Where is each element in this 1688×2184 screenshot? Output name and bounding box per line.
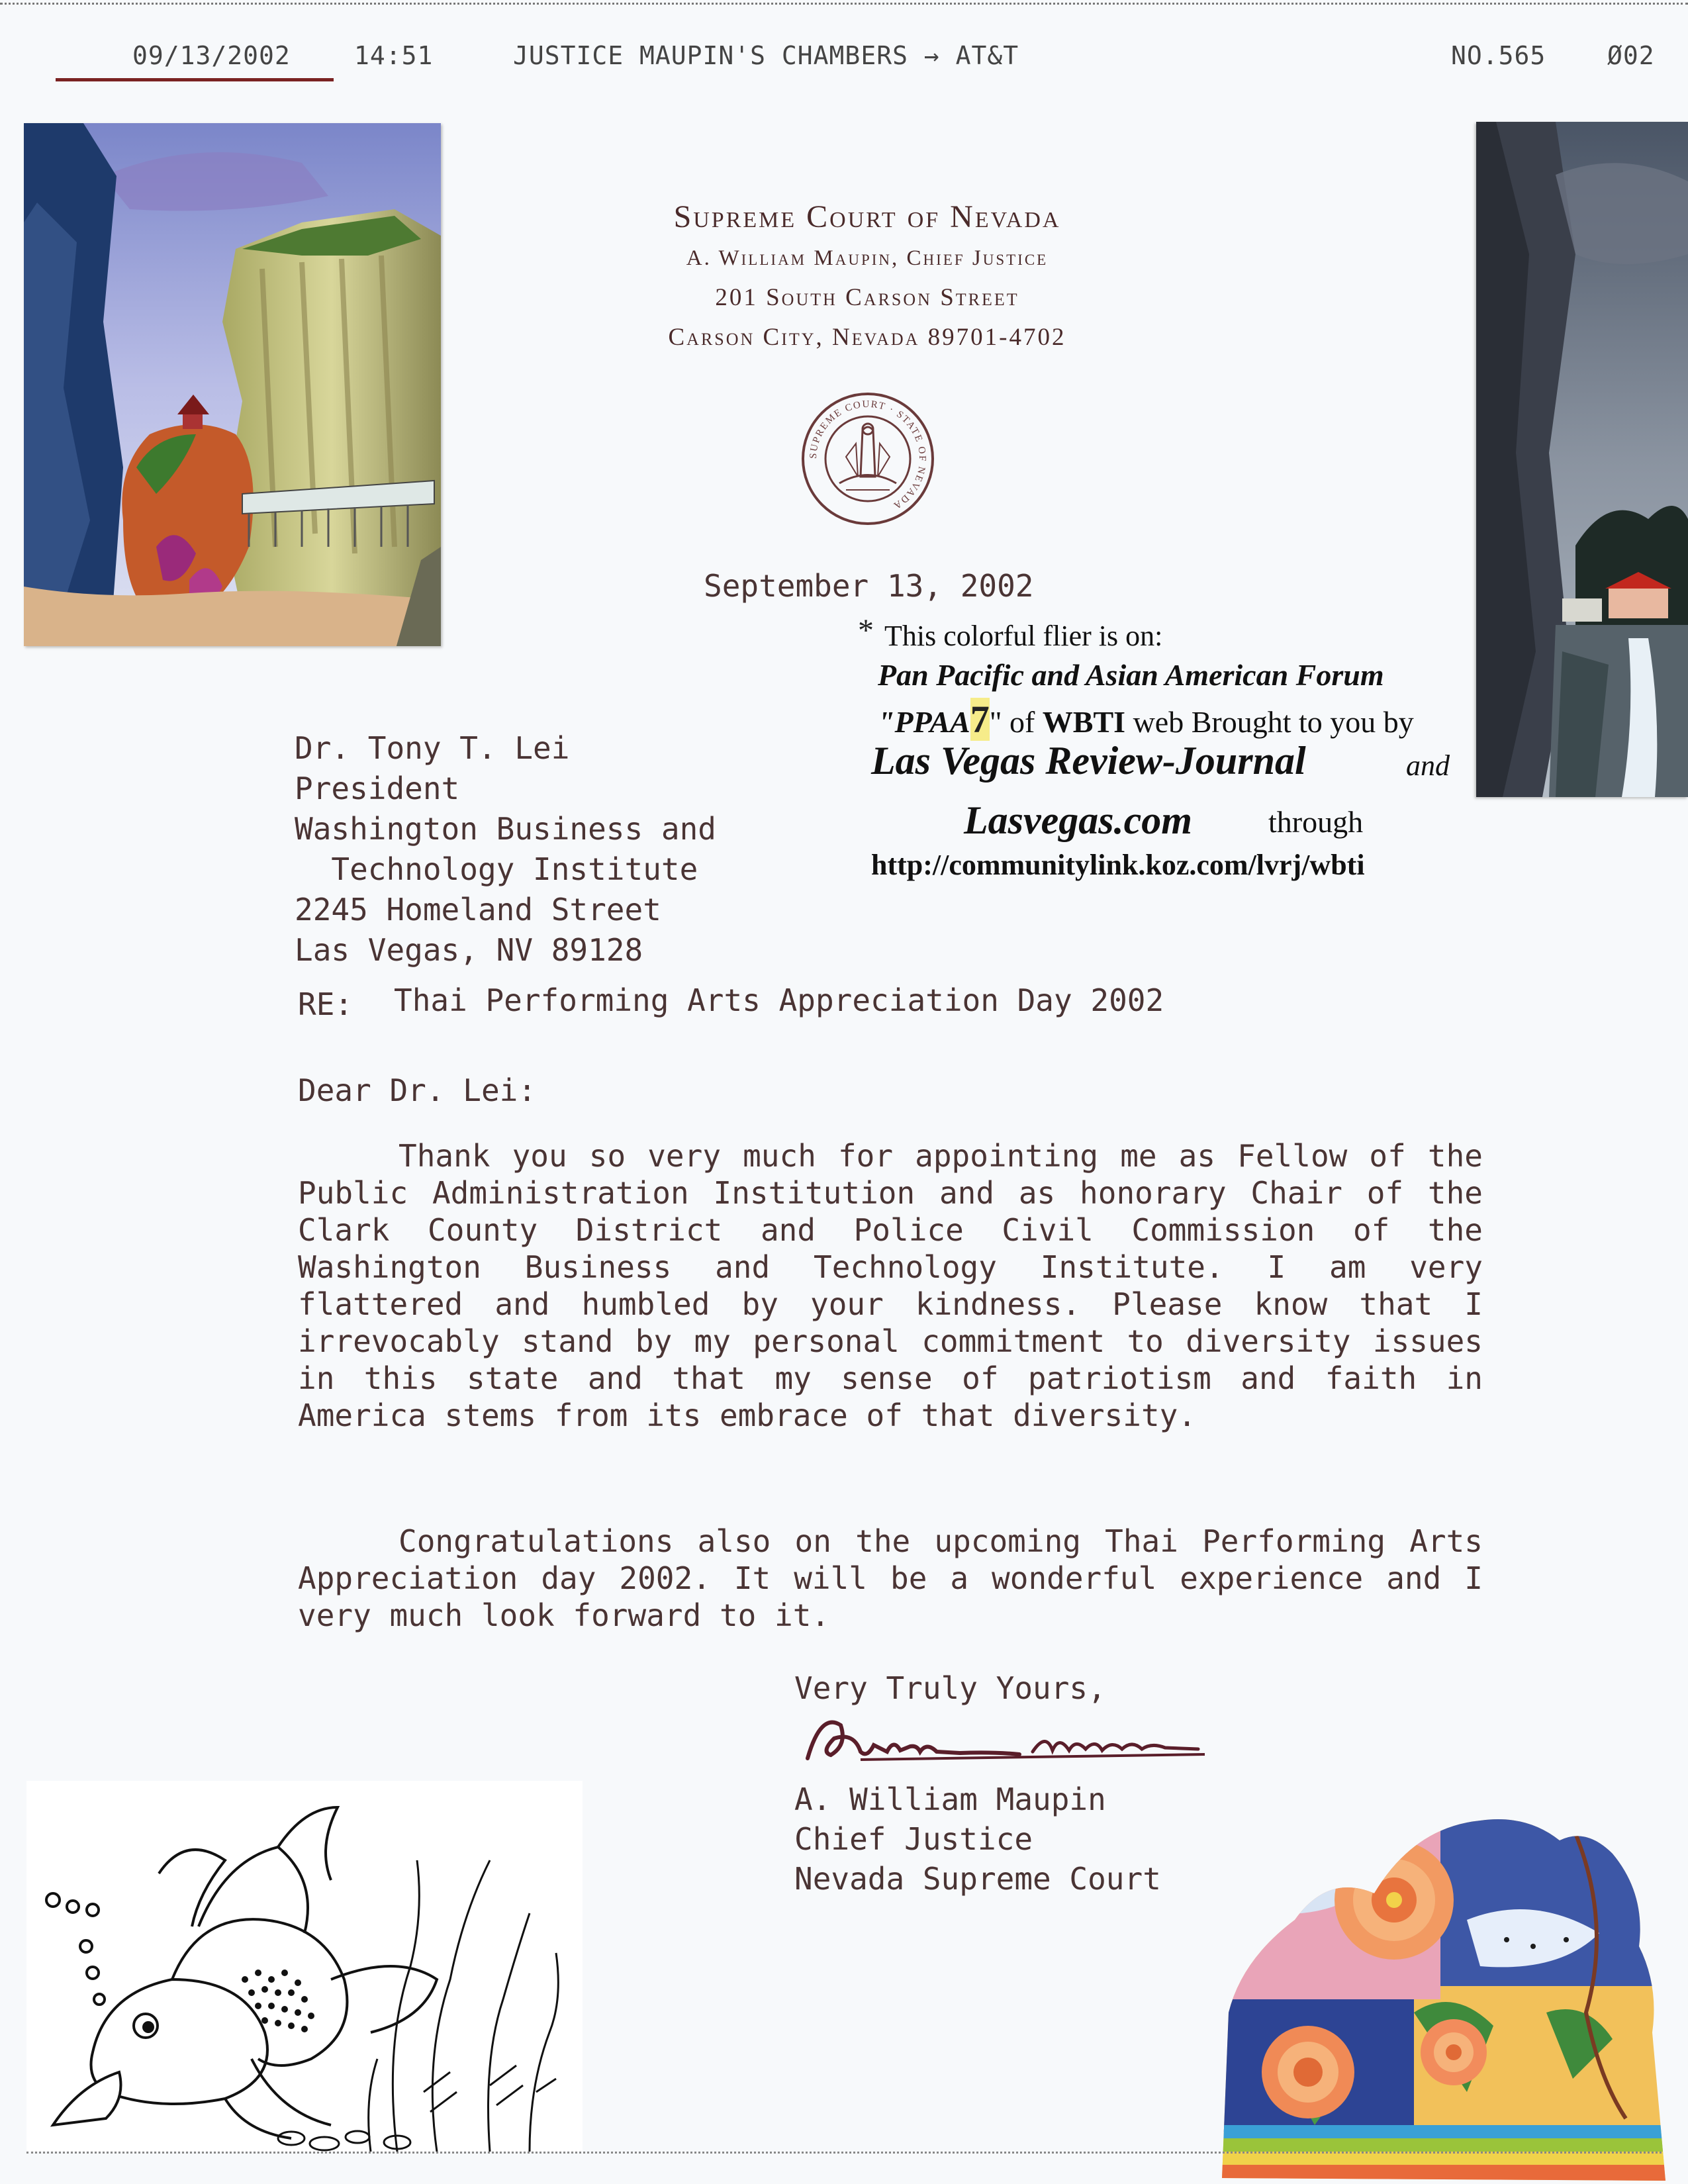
fax-date-underline bbox=[56, 78, 334, 81]
signer-court: Nevada Supreme Court bbox=[794, 1861, 1161, 1897]
fax-route: JUSTICE MAUPIN'S CHAMBERS → AT&T bbox=[513, 41, 1019, 70]
flier-of: " of bbox=[989, 705, 1043, 739]
goldfish-drawing bbox=[26, 1781, 583, 2152]
flier-and: and bbox=[1406, 749, 1450, 782]
letterhead-court-name: Supreme Court of Nevada bbox=[673, 199, 1061, 234]
recipient-street: 2245 Homeland Street bbox=[295, 892, 661, 927]
recipient-address bbox=[295, 728, 716, 971]
bottom-edge-rule bbox=[26, 2152, 1662, 2154]
landscape-painting-right bbox=[1476, 122, 1688, 797]
letter-date: September 13, 2002 bbox=[704, 568, 1034, 604]
letterhead-street: 201 South Carson Street bbox=[715, 284, 1019, 311]
flier-ppaa: "PPAA bbox=[878, 705, 970, 739]
fax-number: NO.565 bbox=[1451, 41, 1546, 70]
letterhead-justice: A. William Maupin, Chief Justice bbox=[686, 246, 1049, 270]
recipient-name: Dr. Tony T. Lei bbox=[295, 730, 570, 766]
signature bbox=[794, 1699, 1218, 1772]
flier-line-1: This colorful flier is on: bbox=[884, 620, 1163, 652]
recipient-city: Las Vegas, NV 89128 bbox=[295, 932, 643, 968]
flier-through: through bbox=[1268, 805, 1364, 839]
flier-line-2: Pan Pacific and Asian American Forum bbox=[878, 658, 1384, 692]
seal-text: SUPREME COURT · STATE OF NEVADA bbox=[808, 399, 928, 512]
fax-page: Ø02 bbox=[1607, 41, 1655, 70]
fax-time: 14:51 bbox=[354, 41, 434, 70]
fax-date: 09/13/2002 bbox=[132, 41, 291, 70]
body-paragraph-1: Thank you so very much for appointing me as Fellow of the Public Administration Institution and as honorary Chair of the Clark County District and Police Civil Commission of the Washington Business and Technology Institute. I am very flattered and humbled by your kindness. Please know that I irrevocably stand by my personal commitment to diversity issues in this state and that my sense of patriotism and faith in America stems from its embrace of that diversity. bbox=[298, 1138, 1483, 1433]
flier-line-3 bbox=[878, 697, 1414, 741]
flier-star: * bbox=[858, 613, 874, 648]
flier-wbti: WBTI bbox=[1042, 705, 1126, 739]
letterhead-city: Carson City, Nevada 89701-4702 bbox=[668, 324, 1066, 351]
landscape-painting-left bbox=[24, 123, 441, 646]
signer-block bbox=[794, 1780, 1161, 1899]
recipient-org-1: Washington Business and bbox=[295, 811, 716, 847]
flier-url: http://communitylink.koz.com/lvrj/wbti bbox=[871, 849, 1365, 881]
flier-note bbox=[858, 612, 1474, 890]
re-subject: Thai Performing Arts Appreciation Day 2002 bbox=[394, 982, 1164, 1018]
flier-lvrj: Las Vegas Review-Journal bbox=[871, 739, 1306, 783]
re-label: RE: bbox=[298, 986, 353, 1022]
recipient-title: President bbox=[295, 771, 460, 806]
peony-floral-print bbox=[1215, 1814, 1665, 2181]
signer-title: Chief Justice bbox=[794, 1821, 1033, 1857]
flier-brought: web Brought to you by bbox=[1125, 705, 1414, 739]
flier-highlight-mark: 7 bbox=[970, 698, 990, 741]
recipient-org-2: Technology Institute bbox=[295, 851, 698, 887]
salutation: Dear Dr. Lei: bbox=[298, 1072, 537, 1108]
court-seal bbox=[800, 391, 936, 527]
body-paragraph-2: Congratulations also on the upcoming Thai Performing Arts Appreciation day 2002. It will be a wonderful experience and I very much look forward to it. bbox=[298, 1523, 1483, 1633]
top-edge-rule bbox=[0, 3, 1688, 5]
closing: Very Truly Yours, bbox=[794, 1670, 1106, 1706]
signer-name: A. William Maupin bbox=[794, 1781, 1106, 1817]
flier-lasvegas: Lasvegas.com bbox=[964, 798, 1192, 842]
